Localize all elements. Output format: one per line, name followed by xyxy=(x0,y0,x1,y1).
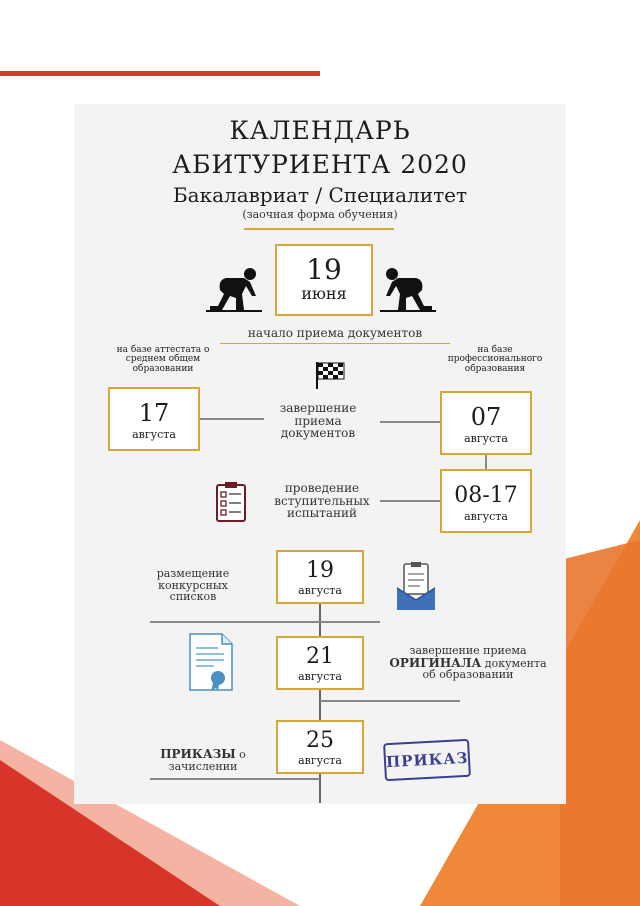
subtitle: Бакалавриат / Специалитет xyxy=(172,183,468,207)
exams-month: августа xyxy=(464,510,508,523)
end-intake-left-box xyxy=(108,387,200,451)
orders-month: августа xyxy=(298,754,342,767)
end-intake-left-day: 17 xyxy=(138,399,170,427)
title-line-1: КАЛЕНДАРЬ xyxy=(229,116,411,145)
title-underline xyxy=(244,228,394,230)
order-stamp: ПРИКАЗ xyxy=(383,739,471,781)
end-intake-label: завершение приема документов xyxy=(279,401,357,441)
form-note: (заочная форма обучения) xyxy=(242,208,398,221)
exams-day: 08-17 xyxy=(454,483,518,508)
orders-day: 25 xyxy=(306,728,334,753)
connector-left xyxy=(200,418,264,420)
connector-lists xyxy=(150,621,380,623)
certificate-icon xyxy=(188,632,234,692)
lists-day: 19 xyxy=(306,558,334,583)
orders-label xyxy=(148,748,258,772)
start-day: 19 xyxy=(306,253,342,286)
end-intake-left-month: августа xyxy=(132,428,176,441)
lists-month: августа xyxy=(298,584,342,597)
note-professional-education: на базе профессионального образования xyxy=(447,345,543,374)
start-label-underline xyxy=(220,343,450,344)
finish-flag-icon xyxy=(314,360,346,390)
start-month: июня xyxy=(301,284,347,303)
end-intake-right-month: августа xyxy=(464,432,508,445)
connector-originals xyxy=(320,700,460,702)
lists-label: размещение конкурсных списков xyxy=(156,567,230,604)
originals-label xyxy=(378,645,558,681)
start-date-box xyxy=(275,244,373,316)
runner-start-icon-right xyxy=(380,266,436,312)
orders-label-line1 xyxy=(148,748,258,761)
connector-exams xyxy=(380,500,440,502)
orders-label-rest: о xyxy=(239,748,246,761)
exams-label: проведение вступительных испытаний xyxy=(274,481,370,521)
end-intake-right-day: 07 xyxy=(470,403,502,431)
connector-orders xyxy=(150,778,320,780)
checklist-icon xyxy=(216,482,246,522)
originals-label-rest: документа xyxy=(484,656,547,670)
connector-right-down xyxy=(485,455,487,469)
runner-start-icon-left xyxy=(206,266,262,312)
title-line-2: АБИТУРИЕНТА 2020 xyxy=(172,150,468,179)
orders-label-line2: зачислении xyxy=(168,759,238,773)
start-label: начало приема документов xyxy=(247,326,423,340)
connector-right xyxy=(380,421,440,423)
orders-date-box xyxy=(276,720,364,774)
orders-label-bold: ПРИКАЗЫ xyxy=(160,747,236,761)
originals-day: 21 xyxy=(306,644,334,669)
originals-label-bold: ОРИГИНАЛА xyxy=(389,655,482,670)
originals-date-box xyxy=(276,636,364,690)
end-intake-right-box xyxy=(440,391,532,455)
orange-right-shape xyxy=(560,540,640,906)
note-general-education: на базе аттестата о среднем общем образовании xyxy=(116,345,210,374)
top-accent-line xyxy=(0,71,320,76)
exams-date-box xyxy=(440,469,532,533)
originals-month: августа xyxy=(298,670,342,683)
envelope-list-icon xyxy=(396,562,436,612)
originals-label-line1: завершение приема xyxy=(409,644,527,657)
lists-date-box xyxy=(276,550,364,604)
originals-label-line3: об образовании xyxy=(422,668,514,682)
